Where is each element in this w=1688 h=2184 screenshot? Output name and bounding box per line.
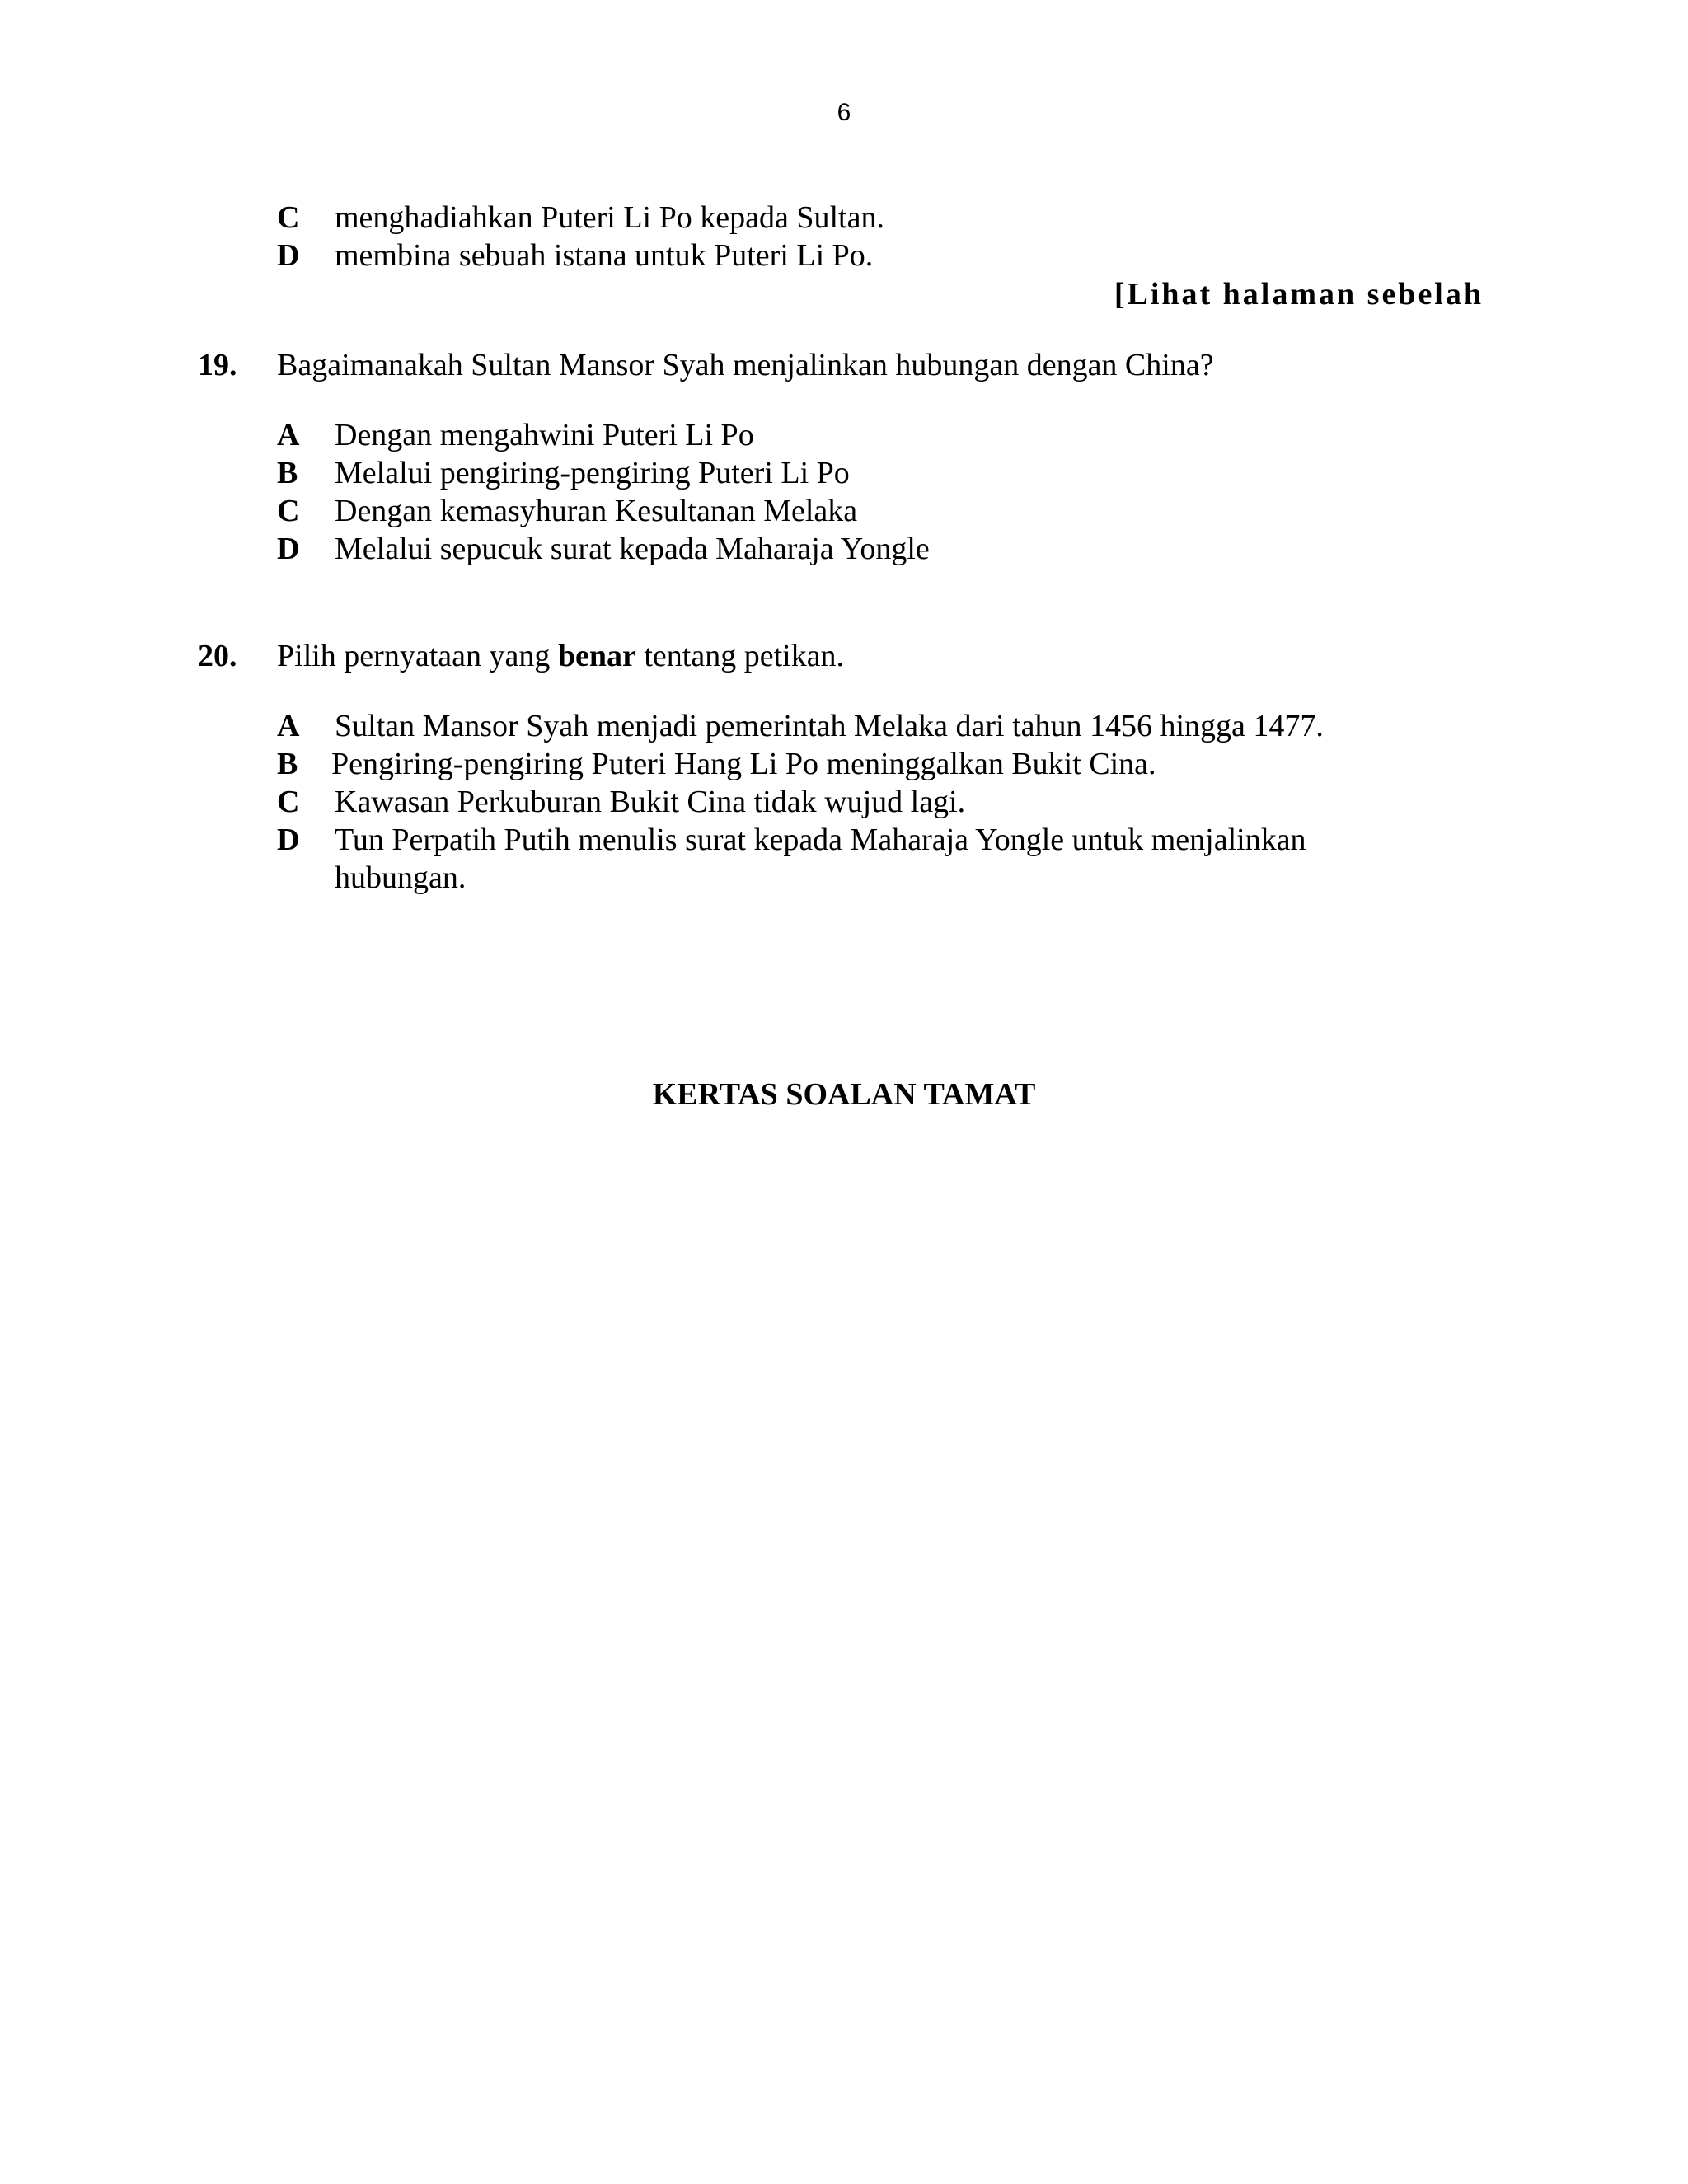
question-20-number: 20.: [198, 639, 237, 673]
option-text: Pengiring-pengiring Puteri Hang Li Po meninggalkan Bukit Cina.: [331, 747, 1156, 781]
option-letter: C: [277, 785, 300, 819]
carryover-option-d: [277, 237, 1431, 274]
question-20-option-c: [277, 783, 1431, 821]
option-letter: A: [277, 709, 300, 743]
option-text: Kawasan Perkuburan Bukit Cina tidak wujud lagi.: [335, 785, 966, 819]
question-19-number: 19.: [198, 348, 237, 382]
see-next-page-note: [Lihat halaman sebelah: [1114, 277, 1484, 312]
option-text: Melalui sepucuk surat kepada Maharaja Yongle: [335, 532, 930, 566]
option-text: membina sebuah istana untuk Puteri Li Po.: [335, 238, 874, 273]
option-letter: B: [277, 747, 298, 781]
page-number: 6: [837, 99, 851, 126]
question-19-option-c: [277, 492, 1431, 530]
question-19-option-b: [277, 454, 1431, 492]
end-of-paper-title: KERTAS SOALAN TAMAT: [652, 1077, 1036, 1112]
option-letter: B: [277, 456, 298, 490]
question-20-option-d: [277, 821, 1381, 897]
option-text: Tun Perpatih Putih menulis surat kepada Maharaja Yongle untuk menjalinkan hubungan.: [335, 823, 1306, 895]
option-letter: C: [277, 200, 300, 235]
question-20-text: [277, 637, 1472, 675]
option-letter: D: [277, 532, 300, 566]
option-text: Dengan mengahwini Puteri Li Po: [335, 418, 754, 452]
option-text: Melalui pengiring-pengiring Puteri Li Po: [335, 456, 850, 490]
question-20-option-a: [277, 707, 1431, 745]
question-19-option-a: [277, 416, 1431, 454]
option-letter: C: [277, 494, 300, 528]
option-letter: D: [277, 823, 300, 857]
question-20-text-bold: benar: [557, 639, 636, 673]
question-19-option-d: [277, 530, 1431, 568]
option-text: Sultan Mansor Syah menjadi pemerintah Melaka dari tahun 1456 hingga 1477.: [335, 709, 1324, 743]
question-20-option-b: [277, 745, 1431, 783]
option-text: Dengan kemasyhuran Kesultanan Melaka: [335, 494, 858, 528]
question-20-text-before: Pilih pernyataan yang: [277, 639, 558, 673]
question-19-text: Bagaimanakah Sultan Mansor Syah menjalinkan hubungan dengan China?: [277, 348, 1214, 382]
option-letter: A: [277, 418, 300, 452]
question-20-text-after: tentang petikan.: [635, 639, 845, 673]
carryover-option-c: [277, 199, 1431, 237]
option-letter: D: [277, 238, 300, 273]
option-text: menghadiahkan Puteri Li Po kepada Sultan.: [335, 200, 884, 235]
